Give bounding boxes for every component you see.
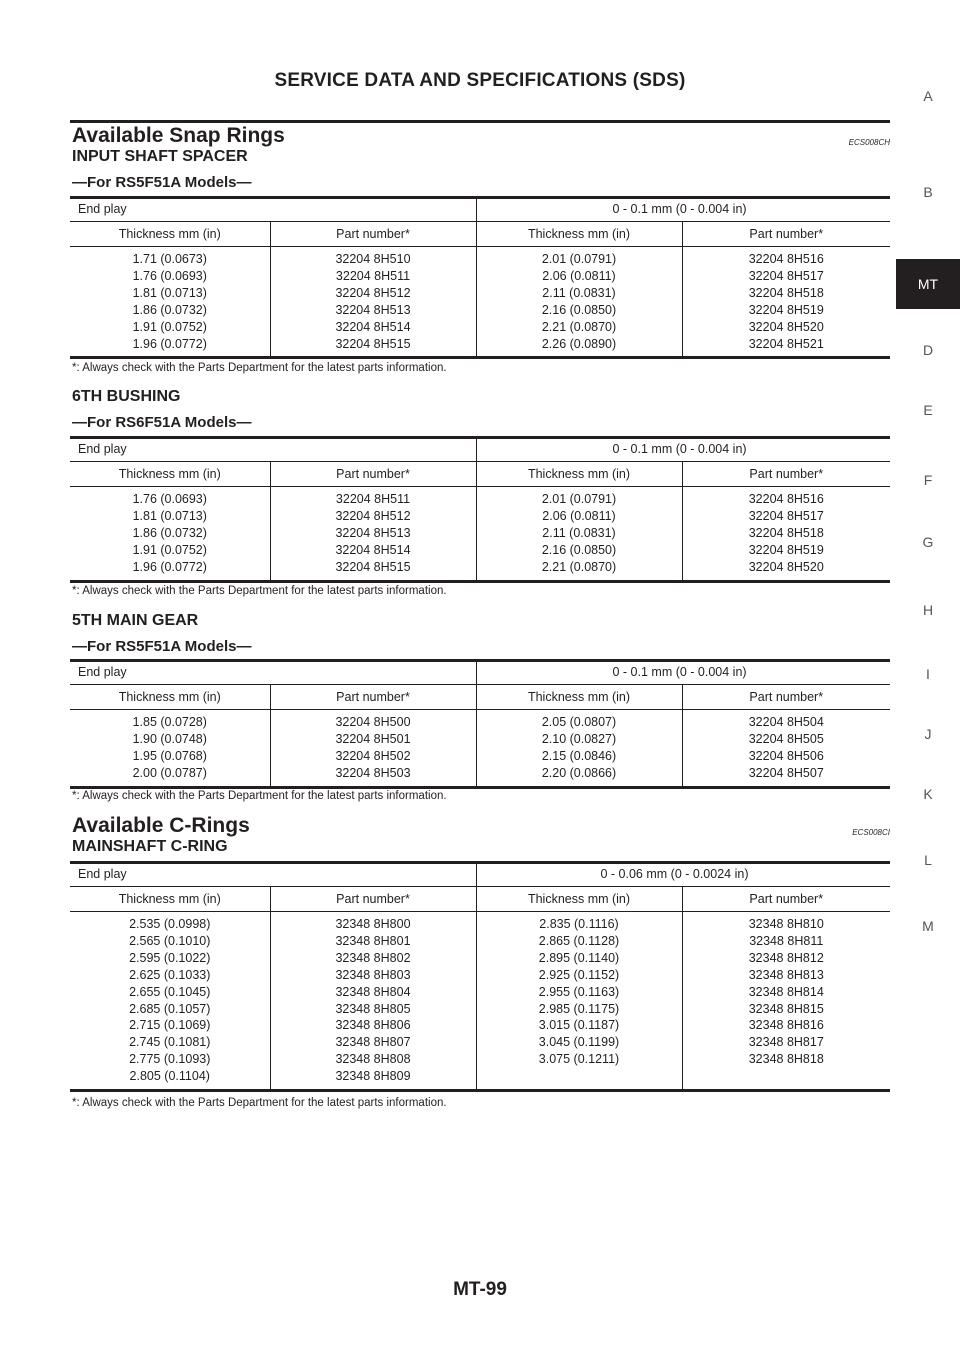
table-cell: 32348 8H813 bbox=[748, 967, 824, 982]
table-cell: 32348 8H800 bbox=[335, 917, 411, 931]
column-header: Thickness mm (in) bbox=[70, 462, 270, 487]
thickness-column bbox=[70, 710, 270, 788]
model-label-6th-bushing: —For RS6F51A Models— bbox=[72, 414, 252, 431]
table-cell: 32348 8H808 bbox=[335, 1052, 411, 1067]
table-cell: 2.05 (0.0807) bbox=[541, 715, 617, 729]
table-cell: 2.835 (0.1116) bbox=[539, 917, 619, 931]
table-cell: 32348 8H809 bbox=[335, 1069, 411, 1084]
thickness-column bbox=[476, 487, 682, 582]
table-cell: 2.06 (0.0811) bbox=[542, 508, 616, 523]
table-mainshaft-c-ring bbox=[70, 861, 890, 1092]
table-cell: 32348 8H801 bbox=[335, 933, 411, 948]
model-label-5th-main-gear: —For RS5F51A Models— bbox=[72, 638, 252, 655]
table-cell: 32348 8H812 bbox=[748, 950, 824, 965]
table-cell: 2.15 (0.0846) bbox=[541, 748, 617, 763]
side-tab-k[interactable]: K bbox=[923, 786, 933, 802]
table-cell: 32348 8H817 bbox=[748, 1035, 824, 1050]
table-cell: 2.865 (0.1128) bbox=[538, 933, 620, 948]
side-tab-i[interactable]: I bbox=[926, 666, 930, 682]
section-code-c-rings: ECS008CI bbox=[852, 828, 890, 837]
table-cell: 32204 8H511 bbox=[335, 268, 411, 283]
section-title-c-rings: Available C-Rings bbox=[72, 814, 250, 837]
table-cell: 32348 8H814 bbox=[748, 984, 824, 999]
table-5th-main-gear bbox=[70, 659, 890, 789]
side-tab-j[interactable]: J bbox=[924, 726, 932, 742]
table-cell: 2.11 (0.0831) bbox=[542, 285, 616, 300]
table-cell: 32204 8H506 bbox=[748, 748, 824, 763]
table-cell: 32348 8H804 bbox=[335, 984, 411, 999]
end-play-label: End play bbox=[70, 198, 476, 222]
table-6th-bushing bbox=[70, 436, 890, 583]
end-play-value: 0 - 0.1 mm (0 - 0.004 in) bbox=[476, 438, 890, 462]
column-header: Part number* bbox=[682, 685, 890, 710]
table-cell: 2.01 (0.0791) bbox=[541, 492, 617, 506]
table-cell: 1.95 (0.0768) bbox=[132, 748, 207, 763]
table-cell: 32204 8H520 bbox=[748, 319, 824, 334]
end-play-value: 0 - 0.1 mm (0 - 0.004 in) bbox=[476, 198, 890, 222]
thickness-column bbox=[70, 487, 270, 582]
table-cell: 1.96 (0.0772) bbox=[132, 336, 207, 351]
table-cell: 2.26 (0.0890) bbox=[541, 336, 617, 351]
side-tab-e[interactable]: E bbox=[923, 402, 933, 418]
side-tab-g[interactable]: G bbox=[922, 534, 934, 550]
table-cell: 32204 8H515 bbox=[335, 559, 411, 574]
end-play-value: 0 - 0.06 mm (0 - 0.0024 in) bbox=[476, 863, 890, 887]
table-cell: 2.21 (0.0870) bbox=[541, 319, 617, 334]
table-cell: 1.81 (0.0713) bbox=[132, 285, 207, 300]
table-input-shaft-spacer bbox=[70, 196, 890, 359]
table-cell: 2.20 (0.0866) bbox=[541, 765, 617, 780]
thickness-column bbox=[476, 912, 682, 1091]
table-cell: 2.745 (0.1081) bbox=[129, 1035, 211, 1050]
part-number-column bbox=[682, 487, 890, 582]
side-tab-d[interactable]: D bbox=[922, 342, 934, 358]
table-cell: 1.71 (0.0673) bbox=[132, 252, 207, 266]
table-cell: 2.625 (0.1033) bbox=[129, 967, 211, 982]
column-header: Part number* bbox=[270, 462, 476, 487]
footnote: *: Always check with the Parts Department for the latest parts information. bbox=[72, 585, 447, 597]
table-cell: 32204 8H514 bbox=[335, 542, 411, 557]
end-play-label: End play bbox=[70, 863, 476, 887]
table-cell: 1.96 (0.0772) bbox=[132, 559, 207, 574]
table-cell: 2.11 (0.0831) bbox=[542, 525, 616, 540]
table-cell: 2.895 (0.1140) bbox=[538, 950, 620, 965]
table-cell: 3.075 (0.1211) bbox=[538, 1052, 620, 1067]
subtitle-5th-main-gear: 5TH MAIN GEAR bbox=[72, 612, 199, 629]
table-cell: 32204 8H518 bbox=[748, 285, 824, 300]
part-number-column bbox=[270, 912, 476, 1091]
table-cell: 2.955 (0.1163) bbox=[538, 984, 620, 999]
table-cell: 32204 8H515 bbox=[335, 336, 411, 351]
table-cell: 2.01 (0.0791) bbox=[541, 252, 617, 266]
table-cell: 2.685 (0.1057) bbox=[129, 1001, 211, 1016]
footnote: *: Always check with the Parts Department for the latest parts information. bbox=[72, 362, 447, 374]
side-tab-mt[interactable]: MT bbox=[896, 259, 960, 309]
side-tab-a[interactable]: A bbox=[923, 88, 933, 104]
table-cell: 32204 8H517 bbox=[748, 508, 824, 523]
table-cell: 1.91 (0.0752) bbox=[132, 542, 207, 557]
column-header: Thickness mm (in) bbox=[70, 222, 270, 247]
table-cell: 2.715 (0.1069) bbox=[129, 1018, 211, 1033]
table-cell: 32204 8H512 bbox=[335, 285, 411, 300]
table-cell: 32204 8H517 bbox=[748, 268, 824, 283]
end-play-label: End play bbox=[70, 661, 476, 685]
table-cell: 32204 8H504 bbox=[748, 715, 824, 729]
table-cell: 32348 8H811 bbox=[749, 933, 824, 948]
table-cell: 2.805 (0.1104) bbox=[129, 1069, 210, 1084]
column-header: Part number* bbox=[682, 887, 890, 912]
table-cell: 2.10 (0.0827) bbox=[541, 731, 617, 746]
part-number-column bbox=[270, 710, 476, 788]
table-cell: 32204 8H519 bbox=[748, 542, 824, 557]
side-tab-l[interactable]: L bbox=[924, 852, 932, 868]
table-cell: 32204 8H513 bbox=[335, 302, 411, 317]
table-cell: 3.045 (0.1199) bbox=[538, 1035, 620, 1050]
table-cell: 32204 8H503 bbox=[335, 765, 411, 780]
model-label-input-shaft: —For RS5F51A Models— bbox=[72, 174, 252, 191]
side-tab-f[interactable]: F bbox=[923, 472, 933, 488]
table-cell: 32348 8H802 bbox=[335, 950, 411, 965]
column-header: Part number* bbox=[682, 222, 890, 247]
table-cell: 32348 8H805 bbox=[335, 1001, 411, 1016]
table-cell: 2.535 (0.0998) bbox=[129, 917, 211, 931]
header-rule bbox=[70, 120, 890, 123]
end-play-value: 0 - 0.1 mm (0 - 0.004 in) bbox=[476, 661, 890, 685]
table-cell: 1.86 (0.0732) bbox=[132, 525, 207, 540]
column-header: Thickness mm (in) bbox=[70, 685, 270, 710]
subtitle-mainshaft-c-ring: MAINSHAFT C-RING bbox=[72, 838, 228, 855]
table-cell: 2.925 (0.1152) bbox=[538, 967, 620, 982]
table-cell: 32204 8H520 bbox=[748, 559, 824, 574]
table-cell: 2.985 (0.1175) bbox=[538, 1001, 620, 1016]
table-cell: 2.00 (0.0787) bbox=[132, 765, 207, 780]
table-cell: 1.76 (0.0693) bbox=[132, 492, 207, 506]
table-cell: 2.775 (0.1093) bbox=[129, 1052, 211, 1067]
column-header: Thickness mm (in) bbox=[70, 887, 270, 912]
section-title-snap-rings: Available Snap Rings bbox=[72, 124, 285, 147]
column-header: Part number* bbox=[682, 462, 890, 487]
table-cell: 1.76 (0.0693) bbox=[132, 268, 207, 283]
column-header: Thickness mm (in) bbox=[476, 222, 682, 247]
table-cell: 2.565 (0.1010) bbox=[129, 933, 211, 948]
table-cell: 32204 8H505 bbox=[748, 731, 824, 746]
thickness-column bbox=[70, 247, 270, 358]
subtitle-input-shaft-spacer: INPUT SHAFT SPACER bbox=[72, 148, 248, 165]
table-cell: 32204 8H511 bbox=[335, 492, 411, 506]
table-cell: 2.16 (0.0850) bbox=[541, 542, 617, 557]
table-cell: 1.90 (0.0748) bbox=[132, 731, 207, 746]
side-tab-h[interactable]: H bbox=[922, 602, 934, 618]
column-header: Part number* bbox=[270, 887, 476, 912]
table-cell: 32204 8H514 bbox=[335, 319, 411, 334]
table-cell: 32204 8H513 bbox=[335, 525, 411, 540]
table-cell: 1.91 (0.0752) bbox=[132, 319, 207, 334]
subtitle-6th-bushing: 6TH BUSHING bbox=[72, 388, 181, 405]
thickness-column bbox=[476, 710, 682, 788]
table-cell: 32204 8H516 bbox=[748, 492, 824, 506]
page-header-title: SERVICE DATA AND SPECIFICATIONS (SDS) bbox=[274, 70, 686, 91]
table-cell: 32204 8H510 bbox=[335, 252, 411, 266]
table-cell: 32204 8H502 bbox=[335, 748, 411, 763]
table-cell: 32204 8H512 bbox=[335, 508, 411, 523]
end-play-label: End play bbox=[70, 438, 476, 462]
table-cell: 1.81 (0.0713) bbox=[132, 508, 207, 523]
part-number-column bbox=[682, 247, 890, 358]
table-cell: 32204 8H518 bbox=[748, 525, 824, 540]
footnote: *: Always check with the Parts Department for the latest parts information. bbox=[72, 1097, 447, 1109]
table-cell: 2.655 (0.1045) bbox=[129, 984, 211, 999]
section-code-snap-rings: ECS008CH bbox=[848, 138, 890, 147]
column-header: Thickness mm (in) bbox=[476, 887, 682, 912]
table-cell: 32348 8H818 bbox=[748, 1052, 824, 1067]
table-cell: 1.86 (0.0732) bbox=[132, 302, 207, 317]
table-cell: 3.015 (0.1187) bbox=[538, 1018, 620, 1033]
page-number: MT-99 bbox=[453, 1279, 507, 1300]
column-header: Part number* bbox=[270, 222, 476, 247]
table-cell: 32204 8H507 bbox=[748, 765, 824, 780]
table-cell: 32348 8H807 bbox=[335, 1035, 411, 1050]
part-number-column bbox=[270, 247, 476, 358]
thickness-column bbox=[476, 247, 682, 358]
table-cell: 32204 8H501 bbox=[335, 731, 411, 746]
table-cell: 32348 8H816 bbox=[748, 1018, 824, 1033]
table-cell: 2.21 (0.0870) bbox=[541, 559, 617, 574]
footnote: *: Always check with the Parts Department for the latest parts information. bbox=[72, 790, 447, 802]
column-header: Thickness mm (in) bbox=[476, 462, 682, 487]
table-cell: 32204 8H516 bbox=[748, 252, 824, 266]
part-number-column bbox=[682, 710, 890, 788]
part-number-column bbox=[270, 487, 476, 582]
table-cell: 32348 8H806 bbox=[335, 1018, 411, 1033]
table-cell: 32204 8H519 bbox=[748, 302, 824, 317]
table-cell: 32348 8H803 bbox=[335, 967, 411, 982]
column-header: Part number* bbox=[270, 685, 476, 710]
table-cell: 2.06 (0.0811) bbox=[542, 268, 616, 283]
table-cell: 32348 8H810 bbox=[748, 917, 824, 931]
table-cell: 32348 8H815 bbox=[748, 1001, 824, 1016]
column-header: Thickness mm (in) bbox=[476, 685, 682, 710]
side-tab-b[interactable]: B bbox=[923, 184, 933, 200]
table-cell: 32204 8H500 bbox=[335, 715, 411, 729]
table-cell: 1.85 (0.0728) bbox=[132, 715, 207, 729]
table-cell: 32204 8H521 bbox=[748, 336, 824, 351]
table-cell: 2.595 (0.1022) bbox=[129, 950, 211, 965]
thickness-column bbox=[70, 912, 270, 1091]
table-cell: 2.16 (0.0850) bbox=[541, 302, 617, 317]
side-tab-m[interactable]: M bbox=[922, 918, 934, 934]
part-number-column bbox=[682, 912, 890, 1091]
